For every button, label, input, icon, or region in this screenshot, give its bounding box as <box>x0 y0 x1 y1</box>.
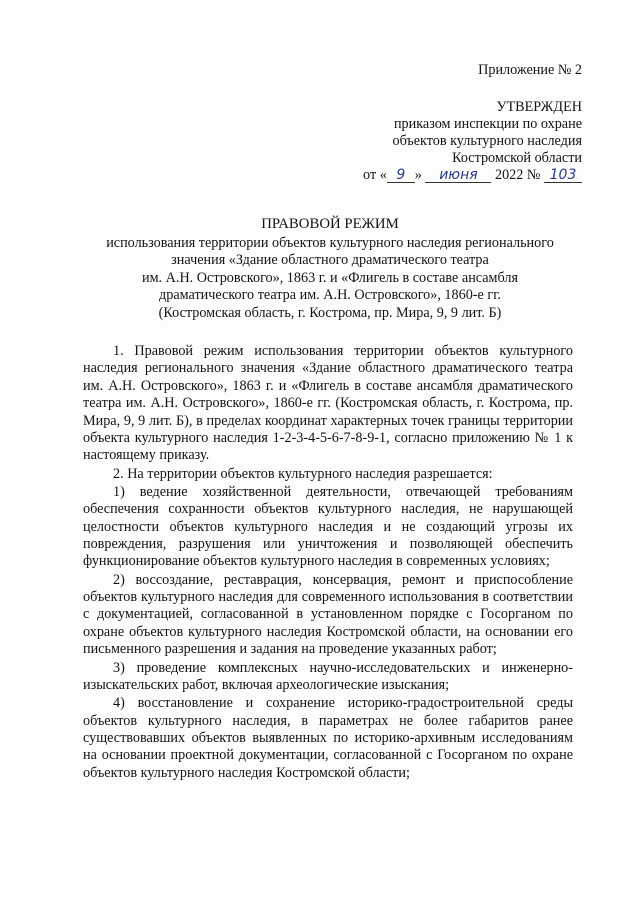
approval-stamp-block <box>363 99 582 184</box>
handwritten-order-number: 103 <box>544 168 582 183</box>
approved-line: объектов культурного наследия <box>392 133 582 149</box>
document-body <box>83 343 573 783</box>
title-line: (Костромская область, г. Кострома, пр. Мира, 9, 9 лит. Б) <box>158 304 502 321</box>
approved-line: Костромской области <box>452 150 582 166</box>
document-title: ПРАВОВОЙ РЕЖИМ <box>261 216 399 232</box>
approved-heading: УТВЕРЖДЕН <box>496 99 582 115</box>
paragraph: 1) ведение хозяйственной деятельности, отвечающей требованиям обеспечения сохранности объектов культурного наследия, не нарушающей целостности объектов культурного наследия и не создающий угрозы их повреждения, разрушения или уничтожения и позволяющей обеспечить функционирование объектов культурного наследия в современных условиях; <box>83 483 573 570</box>
paragraph: 1. Правовой режим использования территории объектов культурного наследия регионального значения «Здание областного драматического театра им. А.Н. Островского», 1863 г. и «Флигель в составе ансамбля драматического театра им. А.Н. Островского», 1860-е гг. (Костромская область, г. Кострома, пр. Мира, 9, 9 лит. Б), в пределах координат характерных точек границы территории объекта культурного наследия 1-2-3-4-5-6-7-8-9-1, согласно приложению № 1 к настоящему приказу. <box>83 343 573 464</box>
title-line: им. А.Н. Островского», 1863 г. и «Флигель в составе ансамбля <box>141 269 518 286</box>
date-prefix: от « <box>363 167 387 183</box>
appendix-label: Приложение № 2 <box>478 62 582 78</box>
date-mid: » <box>414 167 422 183</box>
title-line: использования территории объектов культурного наследия регионального <box>106 234 554 251</box>
order-date-line <box>363 167 582 184</box>
approved-line: приказом инспекции по охране <box>393 116 582 132</box>
paragraph: 2. На территории объектов культурного наследия разрешается: <box>113 465 493 482</box>
title-line: значения «Здание областного драматического театра <box>171 252 489 268</box>
handwritten-day: 9 <box>387 168 415 183</box>
paragraph: 3) проведение комплексных научно-исследовательских и инженерно-изыскательских работ, включая археологические изыскания; <box>83 659 573 693</box>
handwritten-month: июня <box>425 168 491 183</box>
document-title-block <box>70 216 590 322</box>
date-year: 2022 № <box>494 167 541 183</box>
paragraph: 2) воссоздание, реставрация, консервация, ремонт и приспособление объектов культурного наследия для современного использования в соответствии с документацией, согласованной в установленном порядке с Госорганом по охране объектов культурного наследия Костромской области, на основании его письменного разрешения и задания на проведение указанных работ; <box>83 571 573 658</box>
title-line: драматического театра им. А.Н. Островского», 1860-е гг. <box>159 287 501 303</box>
paragraph: 4) восстановление и сохранение историко-градостроительной среды объектов культурного наследия, в параметрах не более габаритов ранее существовавших объектов выявленных по историко-архивным исследованиям на основании проектной документации, согласованной с Госорганом по охране объектов культурного наследия Костромской области; <box>83 695 573 781</box>
